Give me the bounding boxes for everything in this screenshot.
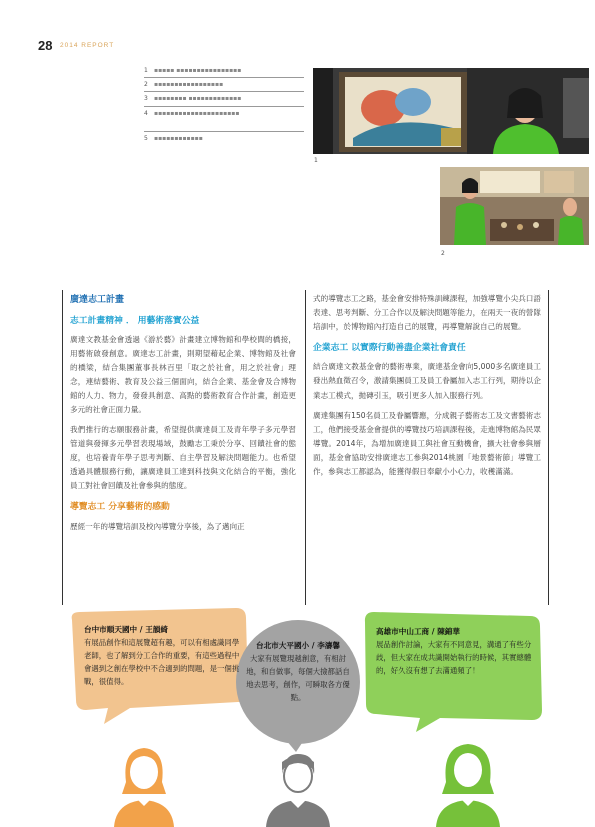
paragraph: 廣達文教基金會透過《游於藝》計畫建立博物館和學校間的橋接，用藝術啟發創意。廣達志工計畫，則期望藉起企業、博物館及社會的橋梁，結合集團董事長林百里「取之於社會，用之於社會」理念，連結藝術、教育及公益三個面向，結合企業、基金會及合博物館的人力、物力，發發具創意、高點的藝術教育合作計畫，創造更多元的社會正面力量。 (70, 334, 296, 415)
avatar-girl-green (430, 738, 506, 827)
paragraph: 廣達集團有150名員工及眷屬響應，分成親子藝術志工及文書藝術志工，他們接受基金會提供的導覽技巧培訓課程後，走進博物館為民眾導覽。2014年，為增加廣達員工與社會互動機會，擴大社會參與層面，基金會協助安排廣達志工參與2014桃園「地景藝術節」導覽工作，參與志工都認為，能獲得假日奉獻小小心力，收穫滿滿。 (313, 410, 541, 476)
photo-captions (144, 64, 304, 145)
paragraph: 式的導覽志工之路，基金會安排特殊訓練課程，加強導覽小尖兵口語表達、思考判斷、分工合作以及解決問題等能力，在兩天一夜的營隊培訓中，於博物館內打造自己的展覽，再導覽解說自己的展覽。 (313, 294, 541, 332)
avatar-boy-gray (262, 748, 334, 827)
testimonial-text: 展品創作討論，大家有不同意見，溝通了有些分歧，但大家在成共識開始執行的時候，其實總體的，好久沒有想了去滿通頻了！ (376, 640, 532, 675)
photo-classroom-volunteers (440, 167, 589, 245)
photo-2-number: 2 (441, 250, 445, 257)
subheading: 企業志工 以實際行動善盡企業社會責任 (313, 343, 466, 354)
section-title: 廣達志工計畫 (70, 295, 125, 305)
page-number: 28 (38, 38, 53, 53)
right-column (313, 292, 541, 485)
testimonial-text: 大家有展覽現越創意，有相討地，和自做事，每個大撿都話自地去思考，創作，可瞬取各方優點。 (246, 654, 350, 702)
avatar-girl-orange (108, 742, 180, 827)
testimonial-bubble-2 (246, 640, 350, 705)
left-divider (62, 290, 63, 605)
testimonial-bubble-1 (84, 624, 240, 689)
center-divider (305, 290, 306, 605)
right-divider (548, 290, 549, 605)
testimonial-bubble-3 (376, 626, 534, 678)
subheading: 志工計畫精神 ． 用藝術落實公益 (70, 315, 200, 326)
left-column (70, 292, 296, 540)
caption-item: 4 ▪▪▪▪▪▪▪▪▪▪▪▪▪▪▪▪▪▪▪▪▪ (144, 107, 304, 132)
photo-volunteer-presenting (313, 68, 589, 154)
photo-1-number: 1 (314, 157, 318, 164)
subheading: 導覽志工 分享藝術的感動 (70, 502, 170, 513)
testimonial-name: 高雄市中山工商 / 陳錦華 (376, 627, 460, 636)
paragraph: 結合廣達文教基金會的藝術專業，廣達基金會向5,000多名廣達員工發出熱血徵召令，激請集團員工及員工眷屬加入志工行列，期待以企業志工模式，拋磚引玉，吸引更多人加入服務行列。 (313, 362, 541, 400)
paragraph: 歷經一年的導覽培訓及校內導覽分享後，為了邁向正 (70, 521, 245, 531)
caption-item: 5 ▪▪▪▪▪▪▪▪▪▪▪▪ (144, 134, 203, 142)
caption-item: 2 ▪▪▪▪▪▪▪▪▪▪▪▪▪▪▪▪▪ (144, 78, 304, 92)
testimonial-name: 台北市大平國小 / 李濤馨 (256, 641, 340, 650)
report-label: 2014 REPORT (60, 42, 115, 49)
caption-item: 1 ▪▪▪▪▪ ▪▪▪▪▪▪▪▪▪▪▪▪▪▪▪▪ (144, 64, 304, 78)
paragraph: 我們推行的志願服務計畫，希望提供廣達員工及青年學子多元學習管道與發揮多元學習表現場域，鼓勵志工秉於分享、回饋社會的態度，也培養青年學子思考判斷、自主學習及解決問題能力。也希望透過具體服務行動，讓廣達員工達到科技與文化結合的平衡，強化員工對社會回饋及社會參與的態度。 (70, 425, 296, 491)
caption-item: 3 ▪▪▪▪▪▪▪▪ ▪▪▪▪▪▪▪▪▪▪▪▪▪ (144, 92, 304, 106)
testimonial-name: 台中市順天國中 / 王韻綺 (84, 625, 168, 634)
testimonial-text: 有展品創作和這展覽超有趣，可以有相處識同學老師，也了解到分工合作的重要，有這些過程中會遇到之創在學校中不合適到的問題，是一個挑戰，很值得。 (84, 638, 240, 686)
